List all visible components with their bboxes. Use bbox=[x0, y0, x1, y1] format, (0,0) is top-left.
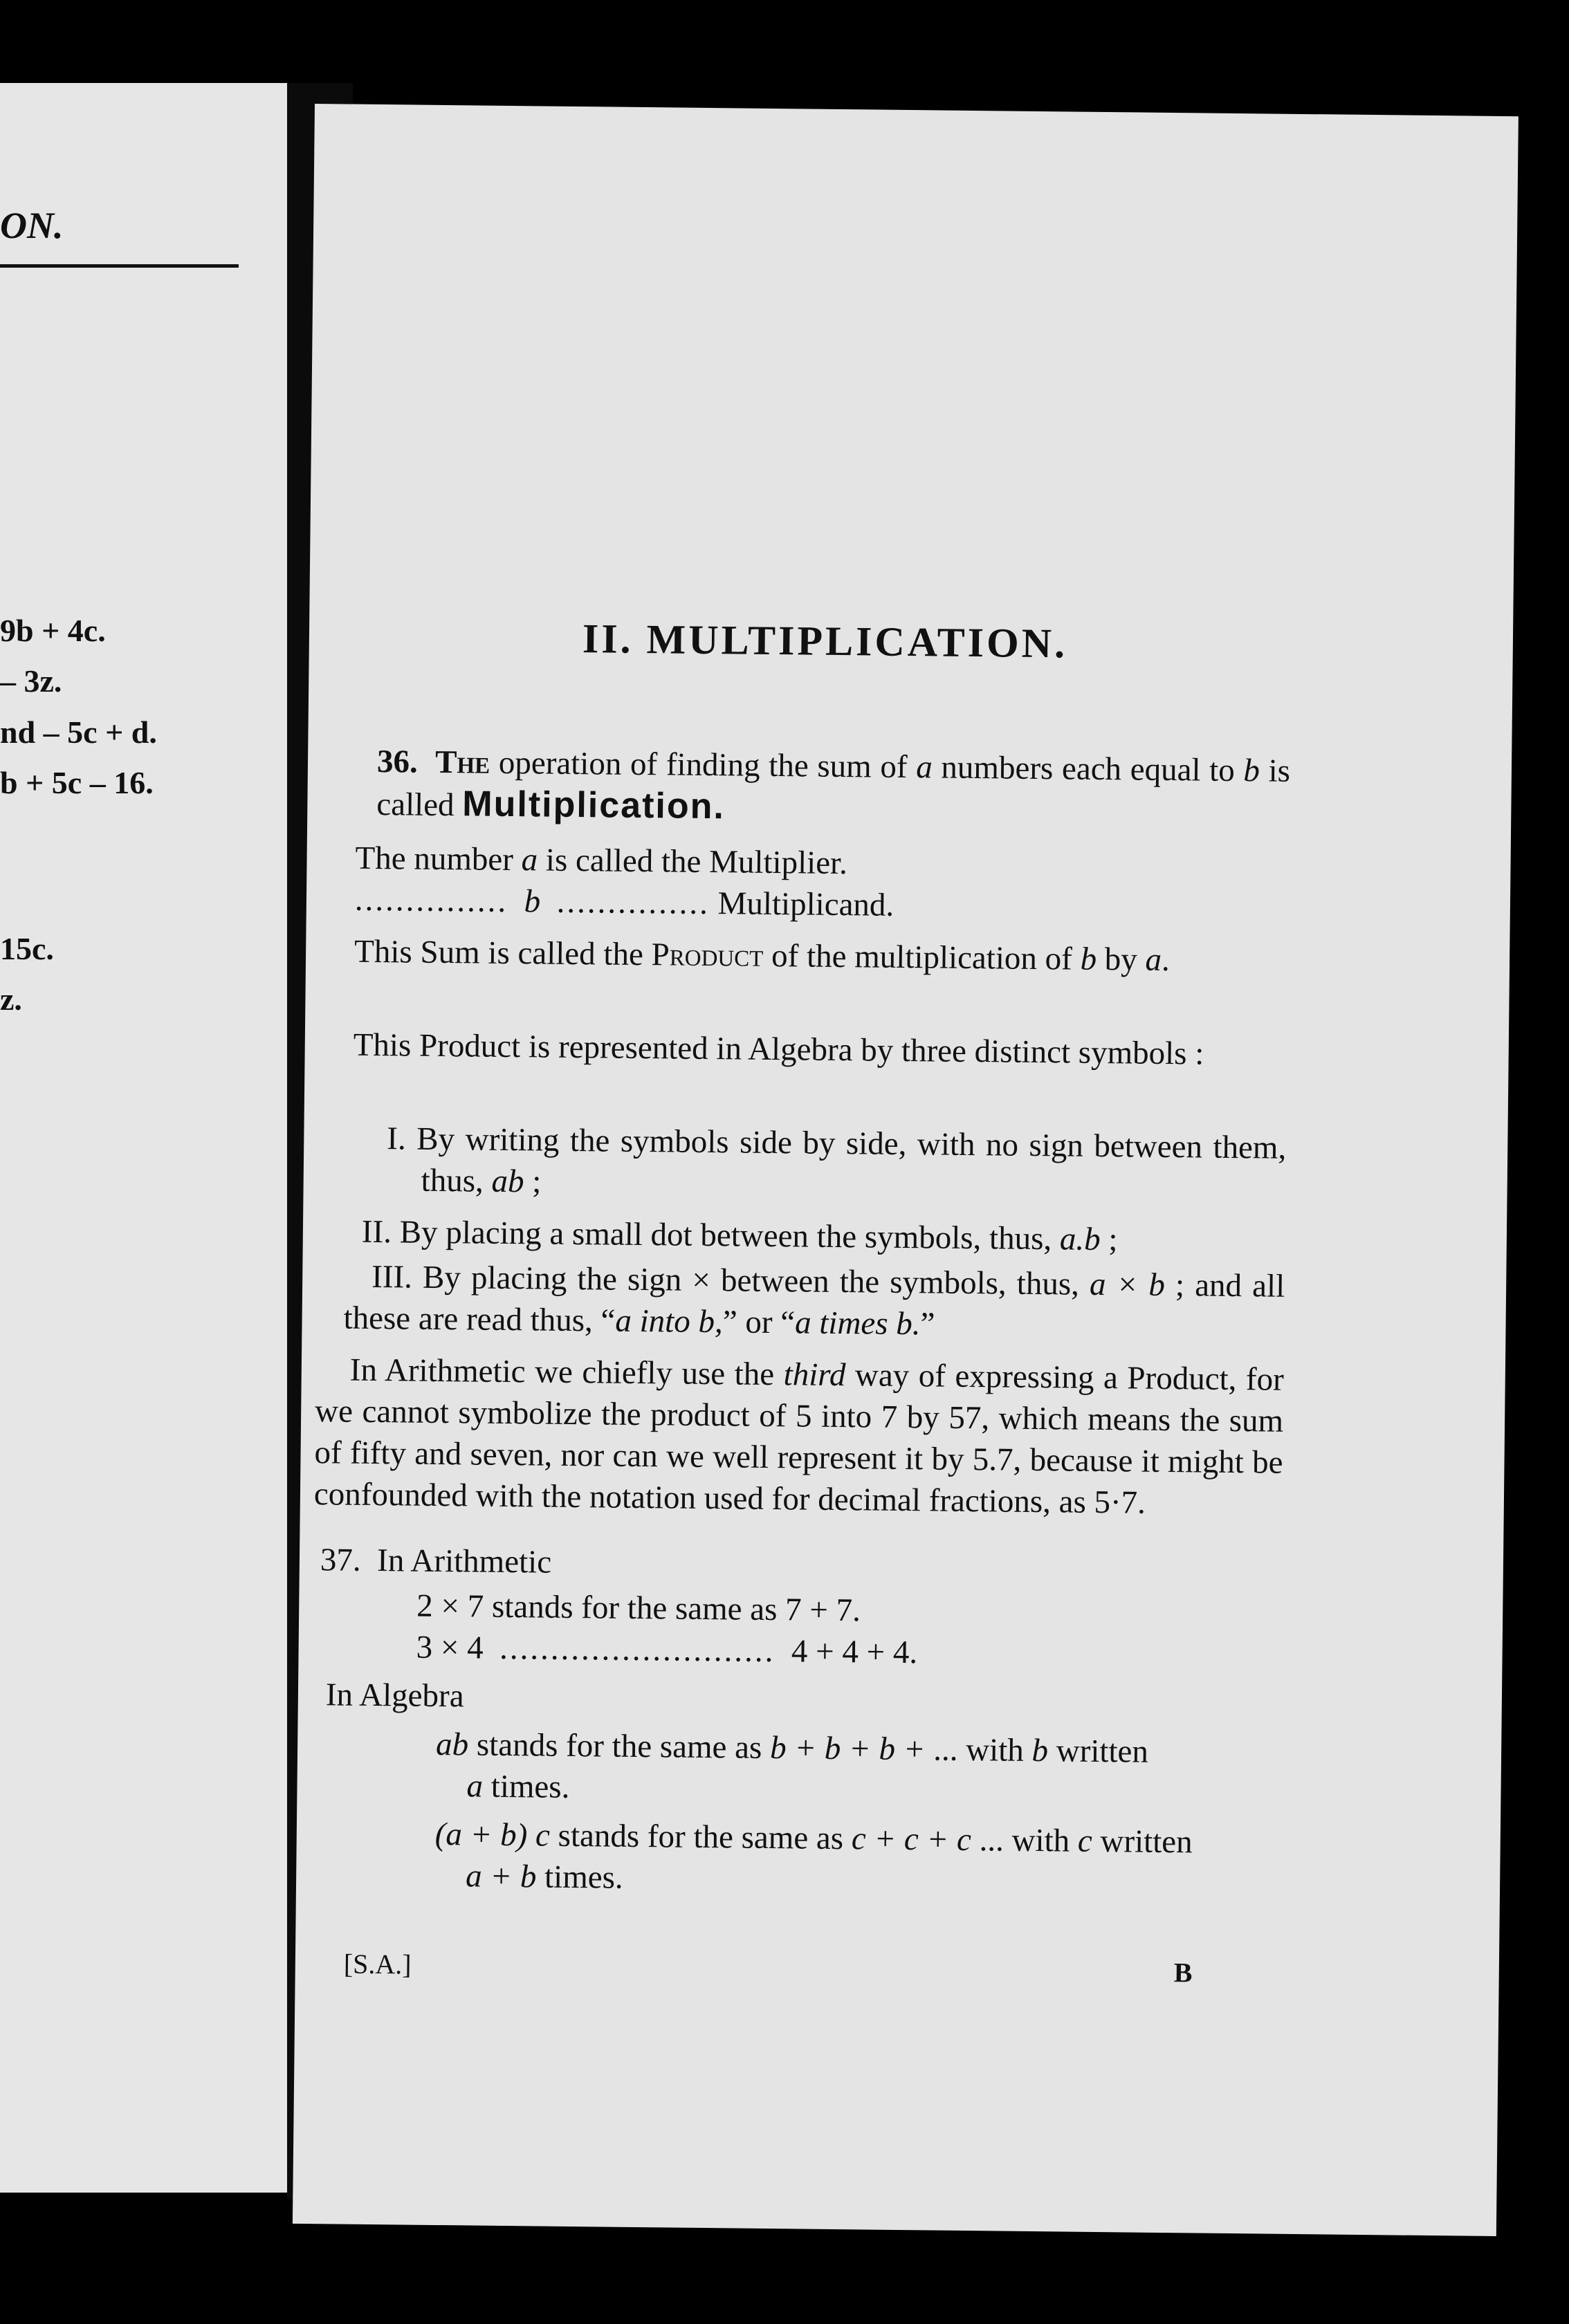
lead-word: The bbox=[434, 744, 490, 781]
arithmetic-paragraph bbox=[314, 1349, 1284, 1525]
example: ab bbox=[491, 1163, 524, 1200]
text: By placing the sign × between the symbols, thus, bbox=[412, 1259, 1090, 1302]
text: By writing the symbols side by side, with no sign between them, thus, bbox=[405, 1120, 1287, 1199]
text: ” bbox=[920, 1306, 935, 1343]
example-line: 2 × 7 stands for the same as 7 + 7. bbox=[416, 1587, 861, 1629]
multiplier-definitions bbox=[355, 838, 1255, 930]
algebra-example-1 bbox=[435, 1724, 1280, 1816]
text: written bbox=[1092, 1823, 1193, 1861]
text: 4 + 4 + 4. bbox=[791, 1633, 918, 1671]
var-b: b bbox=[1080, 941, 1097, 977]
expression: ab bbox=[435, 1726, 469, 1763]
example: a × b bbox=[1089, 1266, 1166, 1303]
list-item bbox=[386, 1118, 1286, 1210]
var-b: b bbox=[1243, 753, 1260, 789]
item-numeral: III. bbox=[371, 1258, 413, 1295]
expression: a + b bbox=[465, 1858, 537, 1895]
section-36-paragraph bbox=[328, 740, 1290, 835]
list-item bbox=[362, 1211, 1290, 1262]
text: ; bbox=[524, 1163, 542, 1200]
product-definition bbox=[327, 930, 1289, 982]
term-product: Product bbox=[651, 937, 764, 974]
symbols-intro bbox=[325, 1024, 1287, 1076]
quote: a into b, bbox=[615, 1302, 724, 1340]
left-line-6: z. bbox=[0, 981, 22, 1017]
text: stands for the same as bbox=[549, 1817, 852, 1857]
var-a: a bbox=[521, 842, 538, 878]
text: times. bbox=[482, 1768, 570, 1805]
item-numeral: I. bbox=[387, 1120, 407, 1157]
text: ... with bbox=[933, 1731, 1032, 1769]
emphasis: third bbox=[783, 1356, 846, 1394]
left-line-2: – 3z. bbox=[0, 663, 62, 699]
text: ... with bbox=[971, 1822, 1079, 1859]
arithmetic-examples bbox=[416, 1585, 1247, 1677]
text: ; bbox=[1100, 1221, 1118, 1258]
example: a.b bbox=[1059, 1221, 1101, 1257]
left-line-5: 15c. bbox=[0, 931, 54, 966]
left-line-1: 9b + 4c. bbox=[0, 613, 106, 648]
text: 3 × 4 bbox=[416, 1629, 484, 1666]
algebra-example-2 bbox=[434, 1814, 1279, 1906]
quote: a times b. bbox=[794, 1304, 921, 1343]
item-numeral: II. bbox=[361, 1213, 392, 1251]
running-header: ON. bbox=[0, 205, 64, 246]
text: The number bbox=[355, 840, 522, 878]
term-multiplication: Multiplication. bbox=[462, 784, 726, 827]
var-a: a bbox=[466, 1768, 484, 1805]
chapter-title: II. MULTIPLICATION. bbox=[582, 616, 1068, 667]
previous-page-fragment bbox=[0, 83, 294, 2193]
text: In Algebra bbox=[325, 1677, 464, 1715]
var-c: c bbox=[1077, 1823, 1093, 1859]
text: This Product is represented in Algebra by three distinct symbols : bbox=[353, 1026, 1204, 1072]
expression: (a + b) c bbox=[434, 1816, 551, 1854]
expression: b + b + b + bbox=[769, 1730, 934, 1768]
text: operation of finding the sum of bbox=[489, 744, 917, 786]
text: By placing a small dot between the symbols, thus, bbox=[391, 1214, 1061, 1257]
var-b: b bbox=[1031, 1732, 1049, 1769]
text: In Arithmetic bbox=[376, 1542, 552, 1580]
var-a: a bbox=[1145, 941, 1162, 978]
var-a: a bbox=[916, 749, 933, 786]
leader-dots: ............... bbox=[354, 881, 508, 919]
text: numbers each equal to bbox=[932, 749, 1244, 789]
text: by bbox=[1096, 941, 1146, 978]
var-b: b bbox=[524, 883, 541, 920]
leader-dots: ........................... bbox=[499, 1630, 776, 1670]
list-item bbox=[343, 1256, 1285, 1349]
left-line-4: b + 5c – 16. bbox=[0, 765, 154, 800]
text: stands for the same as bbox=[468, 1726, 771, 1767]
signature-mark: [S.A.] bbox=[343, 1948, 412, 1980]
text: ” or “ bbox=[722, 1304, 796, 1341]
header-rule bbox=[0, 264, 239, 268]
text: . bbox=[1161, 941, 1171, 979]
leader-dots: ............... bbox=[556, 883, 710, 922]
text: This Sum is called the bbox=[354, 933, 652, 973]
text: is called bbox=[376, 753, 1291, 824]
text: In Arithmetic we chiefly use the bbox=[349, 1352, 784, 1393]
text: is called the Multiplier. bbox=[537, 842, 848, 882]
text: of the multiplication of bbox=[763, 937, 1081, 977]
text: Multiplicand. bbox=[709, 885, 894, 923]
expression: c + c + c bbox=[851, 1820, 972, 1859]
section-number: 36. bbox=[376, 743, 419, 780]
algebra-label bbox=[326, 1674, 742, 1719]
signature-letter: B bbox=[1173, 1957, 1193, 1989]
section-37-heading bbox=[320, 1539, 1283, 1591]
book-page bbox=[293, 104, 1518, 2236]
text: way of expressing a Product, for we cannot symbolize the product of 5 into 7 by 57, which means the sum of fifty and seven, nor can we well represent it by 5.7, because it might be confounded with the notation used for decimal fractions, as 5·7. bbox=[313, 1357, 1285, 1521]
text: written bbox=[1047, 1733, 1149, 1770]
text: times. bbox=[536, 1859, 623, 1896]
text: ; and all these are read thus, “ bbox=[343, 1266, 1285, 1339]
section-number: 37. bbox=[320, 1542, 361, 1578]
left-line-3: nd – 5c + d. bbox=[0, 714, 157, 750]
